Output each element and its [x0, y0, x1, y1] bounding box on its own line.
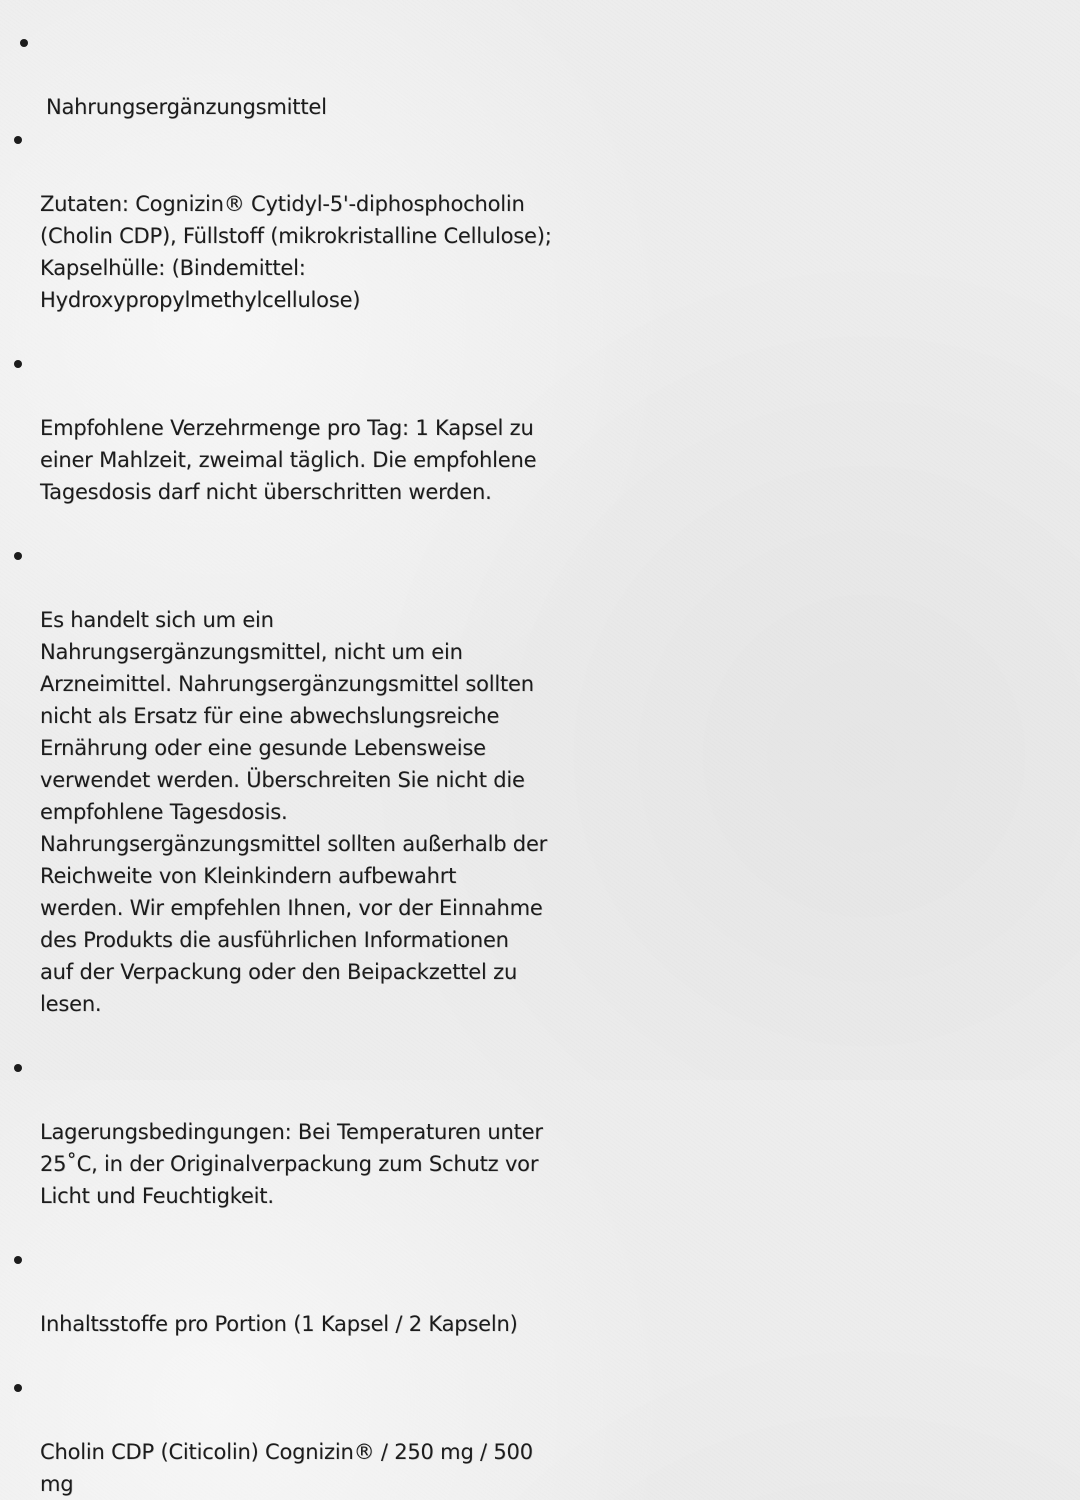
list-item-category: [14, 27, 634, 123]
bullet-icon: [14, 136, 22, 144]
list-item-recommended-intake: [14, 348, 634, 508]
list-item-contents-per-serving: [14, 1244, 634, 1340]
category-text: Nahrungsergänzungsmittel: [46, 95, 327, 119]
product-info-list: [14, 27, 634, 1500]
ingredients-text: Zutaten: Cognizin® Cytidyl-5'-diphosphocholin (Cholin CDP), Füllstoff (mikrokristalline Cellulose); Kapselhülle: (Bindemittel: Hydroxypropylmethylcellulose): [40, 192, 552, 312]
list-item-citicoline-dose: [14, 1372, 634, 1500]
recommended-intake-text: Empfohlene Verzehrmenge pro Tag: 1 Kapsel zu einer Mahlzeit, zweimal täglich. Die empfohlene Tagesdosis darf nicht überschritten werden.: [40, 416, 537, 504]
bullet-icon: [14, 1384, 22, 1392]
contents-per-serving-text: Inhaltsstoffe pro Portion (1 Kapsel / 2 Kapseln): [40, 1312, 518, 1336]
disclaimer-text: Es handelt sich um ein Nahrungsergänzungsmittel, nicht um ein Arzneimittel. Nahrungsergänzungsmittel sollten nicht als Ersatz für eine abwechslungsreiche Ernährung oder eine gesunde Lebensweise verwendet werden. Überschreiten Sie nicht die empfohlene Tagesdosis. Nahrungsergänzungsmittel sollten außerhalb der Reichweite von Kleinkindern aufbewahrt werden. Wir empfehlen Ihnen, vor der Einnahme des Produkts die ausführlichen Informationen auf der Verpackung oder den Beipackzettel zu lesen.: [40, 608, 548, 1016]
storage-text: Lagerungsbedingungen: Bei Temperaturen unter 25˚C, in der Originalverpackung zum Schutz vor Licht und Feuchtigkeit.: [40, 1120, 543, 1208]
bullet-icon: [14, 360, 22, 368]
bullet-icon: [14, 1064, 22, 1072]
list-item-ingredients: [14, 124, 634, 316]
citicoline-dose-text: Cholin CDP (Citicolin) Cognizin® / 250 mg / 500 mg: [40, 1440, 533, 1496]
list-item-storage: [14, 1052, 634, 1212]
list-item-disclaimer: [14, 540, 634, 1020]
bullet-icon: [14, 552, 22, 560]
bullet-icon: [14, 1256, 22, 1264]
bullet-icon: [20, 39, 28, 47]
